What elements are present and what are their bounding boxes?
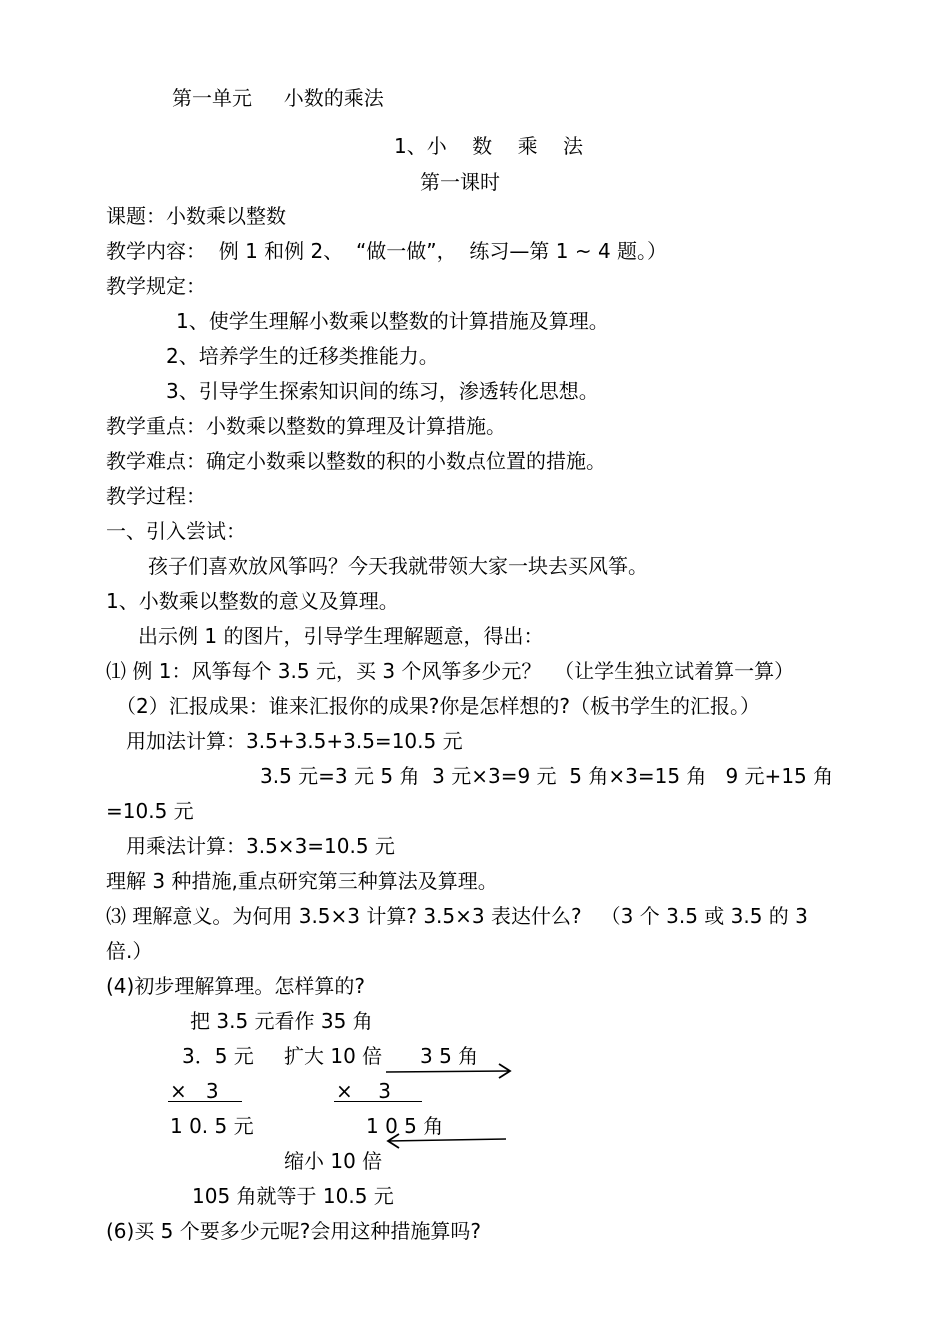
- shrink-arrow: [384, 1130, 510, 1150]
- difficulty-line: 教学难点：确定小数乘以整数的积的小数点位置的措施。: [106, 449, 606, 473]
- section-title: 1、小 数 乘 法: [394, 134, 584, 158]
- shrink-label: 缩小 10 倍: [284, 1149, 383, 1173]
- left-multiplier: × 3: [170, 1079, 219, 1103]
- requirements-label: 教学规定：: [106, 274, 206, 298]
- enlarge-label: 扩大 10 倍: [284, 1044, 383, 1068]
- process-label: 教学过程：: [106, 484, 206, 508]
- right-operand: 3 5 角: [420, 1044, 479, 1068]
- content-line: 教学内容： 例 1 和例 2、 “做一做”， 练习—第 1 ~ 4 题。）: [106, 239, 668, 263]
- left-underline: [168, 1101, 242, 1102]
- step-one-heading: 一、引入尝试：: [106, 519, 246, 543]
- question-1: ⑴ 例 1：风筝每个 3.5 元，买 3 个风筝多少元？ （让学生独立试着算一算）: [106, 659, 795, 683]
- question-3-line2: 倍.）: [106, 939, 153, 963]
- split-calculation: 3.5 元=3 元 5 角 3 元×3=9 元 5 角×3=15 角 9 元+15 角: [260, 764, 834, 788]
- addition-method: 用加法计算：3.5+3.5+3.5=10.5 元: [126, 729, 463, 753]
- intro-paragraph: 孩子们喜欢放风筝吗？今天我就带领大家一块去买风筝。: [148, 554, 648, 578]
- question-6: (6)买 5 个要多少元呢?会用这种措施算吗?: [106, 1219, 481, 1243]
- part-one-heading: 1、小数乘以整数的意义及算理。: [106, 589, 399, 613]
- question-4: (4)初步理解算理。怎样算的?: [106, 974, 365, 998]
- question-3-line1: ⑶ 理解意义。为何用 3.5×3 计算? 3.5×3 表达什么? （3 个 3.5 或 3.5 的 3: [106, 904, 808, 928]
- requirement-item: 3、引导学生探索知识间的练习，渗透转化思想。: [166, 379, 599, 403]
- enlarge-arrow: [386, 1064, 516, 1084]
- three-methods-line: 理解 3 种措施,重点研究第三种算法及算理。: [106, 869, 498, 893]
- equals-line: 105 角就等于 10.5 元: [192, 1184, 394, 1208]
- question-2: （2）汇报成果：谁来汇报你的成果?你是怎样想的?（板书学生的汇报。）: [116, 694, 760, 718]
- lesson-label: 第一课时: [420, 170, 500, 194]
- treat-as-line: 把 3.5 元看作 35 角: [190, 1009, 373, 1033]
- requirement-item: 1、使学生理解小数乘以整数的计算措施及算理。: [176, 309, 609, 333]
- left-result: 1 0. 5 元: [170, 1114, 254, 1138]
- right-underline: [334, 1101, 422, 1102]
- key-point-line: 教学重点：小数乘以整数的算理及计算措施。: [106, 414, 506, 438]
- split-calculation-cont: =10.5 元: [106, 799, 194, 823]
- unit-title: 第一单元 小数的乘法: [172, 86, 384, 110]
- requirement-item: 2、培养学生的迁移类推能力。: [166, 344, 439, 368]
- multiplication-method: 用乘法计算：3.5×3=10.5 元: [126, 834, 395, 858]
- right-result: 1 0 5 角: [366, 1114, 444, 1138]
- show-example-line: 出示例 1 的图片，引导学生理解题意，得出：: [138, 624, 544, 648]
- right-multiplier: × 3: [336, 1079, 391, 1103]
- left-operand: 3．5 元: [182, 1044, 254, 1068]
- topic-line: 课题：小数乘以整数: [106, 204, 286, 228]
